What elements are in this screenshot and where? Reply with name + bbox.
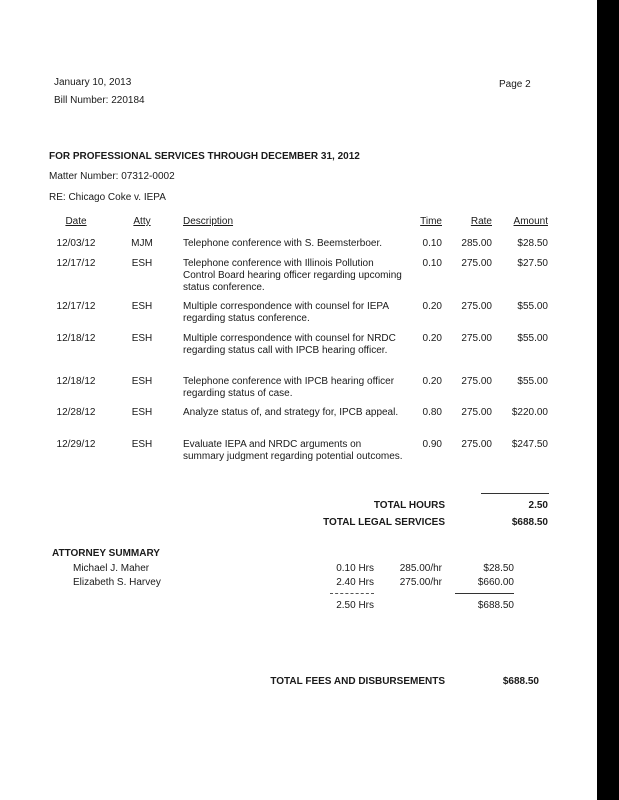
attorney-hours: 2.40 Hrs xyxy=(336,577,374,588)
entry-rate: 275.00 xyxy=(461,439,492,450)
entry-description: Analyze status of, and strategy for, IPCB appeal. xyxy=(183,407,399,418)
entry-atty: ESH xyxy=(131,376,153,387)
total-hours-value: 2.50 xyxy=(528,500,548,511)
attorney-name: Michael J. Maher xyxy=(73,563,150,574)
entry-time: 0.90 xyxy=(422,439,442,450)
entry-description: Evaluate IEPA and NRDC arguments on summary judgment regarding potential outcomes. xyxy=(183,439,403,462)
summary-hours-rule xyxy=(330,593,374,594)
bill-number: Bill Number: 220184 xyxy=(54,95,145,106)
entry-atty: ESH xyxy=(131,333,153,344)
entry-description: Multiple correspondence with counsel for IEPA regarding status conference. xyxy=(183,301,389,324)
entry-date: 12/18/12 xyxy=(56,333,96,344)
entry-amount: $55.00 xyxy=(517,376,548,387)
entry-rate: 275.00 xyxy=(461,301,492,312)
column-header-date: Date xyxy=(65,216,87,227)
re-line: RE: Chicago Coke v. IEPA xyxy=(49,192,166,203)
total-hours-label: TOTAL HOURS xyxy=(373,500,445,511)
entry-description: Telephone conference with S. Beemsterboer. xyxy=(183,238,383,249)
summary-total-hours: 2.50 Hrs xyxy=(336,600,374,611)
entry-date: 12/03/12 xyxy=(56,238,96,249)
total-legal-services-value: $688.50 xyxy=(511,517,548,528)
entry-time: 0.80 xyxy=(422,407,442,418)
entry-date: 12/28/12 xyxy=(56,407,96,418)
entry-amount: $27.50 xyxy=(517,258,548,269)
column-header-amount: Amount xyxy=(513,216,548,227)
attorney-amount: $28.50 xyxy=(483,563,514,574)
entry-amount: $247.50 xyxy=(511,439,548,450)
column-header-atty: Atty xyxy=(133,216,151,227)
column-header-description: Description xyxy=(183,216,234,227)
entry-time: 0.10 xyxy=(422,258,442,269)
entry-atty: ESH xyxy=(131,258,153,269)
entry-atty: MJM xyxy=(131,238,153,249)
column-header-rate: Rate xyxy=(470,216,492,227)
entry-atty: ESH xyxy=(131,301,153,312)
entry-amount: $55.00 xyxy=(517,333,548,344)
attorney-hours: 0.10 Hrs xyxy=(336,563,374,574)
totals-rule xyxy=(481,493,549,494)
entry-rate: 275.00 xyxy=(461,376,492,387)
entry-rate: 285.00 xyxy=(461,238,492,249)
entry-time: 0.10 xyxy=(422,238,442,249)
entry-date: 12/17/12 xyxy=(56,301,96,312)
entry-amount: $28.50 xyxy=(517,238,548,249)
total-legal-services-label: TOTAL LEGAL SERVICES xyxy=(323,517,445,528)
total-fees-label: TOTAL FEES AND DISBURSEMENTS xyxy=(270,676,445,687)
entry-date: 12/29/12 xyxy=(56,439,96,450)
summary-amount-rule xyxy=(455,593,514,594)
attorney-rate: 285.00/hr xyxy=(399,563,442,574)
attorney-amount: $660.00 xyxy=(477,577,514,588)
entry-time: 0.20 xyxy=(422,301,442,312)
entry-date: 12/18/12 xyxy=(56,376,96,387)
entry-description: Telephone conference with Illinois Pollution Control Board hearing officer regarding upcoming status conference. xyxy=(183,258,402,293)
attorney-name: Elizabeth S. Harvey xyxy=(73,577,161,588)
attorney-summary-title: ATTORNEY SUMMARY xyxy=(52,548,160,559)
services-title: FOR PROFESSIONAL SERVICES THROUGH DECEMBER 31, 2012 xyxy=(49,151,360,162)
entry-amount: $220.00 xyxy=(511,407,548,418)
attorney-rate: 275.00/hr xyxy=(399,577,442,588)
entry-rate: 275.00 xyxy=(461,258,492,269)
entry-rate: 275.00 xyxy=(461,333,492,344)
invoice-date: January 10, 2013 xyxy=(54,77,132,88)
matter-number: Matter Number: 07312-0002 xyxy=(49,171,175,182)
entry-date: 12/17/12 xyxy=(56,258,96,269)
summary-total-amount: $688.50 xyxy=(477,600,514,611)
entry-time: 0.20 xyxy=(422,376,442,387)
entry-atty: ESH xyxy=(131,407,153,418)
total-fees-value: $688.50 xyxy=(502,676,539,687)
page-number: Page 2 xyxy=(499,79,531,90)
entry-amount: $55.00 xyxy=(517,301,548,312)
column-header-time: Time xyxy=(420,216,442,227)
entry-description: Telephone conference with IPCB hearing officer regarding status of case. xyxy=(183,376,395,399)
scan-edge-bar xyxy=(597,0,619,800)
entry-rate: 275.00 xyxy=(461,407,492,418)
entry-time: 0.20 xyxy=(422,333,442,344)
entry-atty: ESH xyxy=(131,439,153,450)
entry-description: Multiple correspondence with counsel for NRDC regarding status call with IPCB hearing officer. xyxy=(183,333,396,356)
